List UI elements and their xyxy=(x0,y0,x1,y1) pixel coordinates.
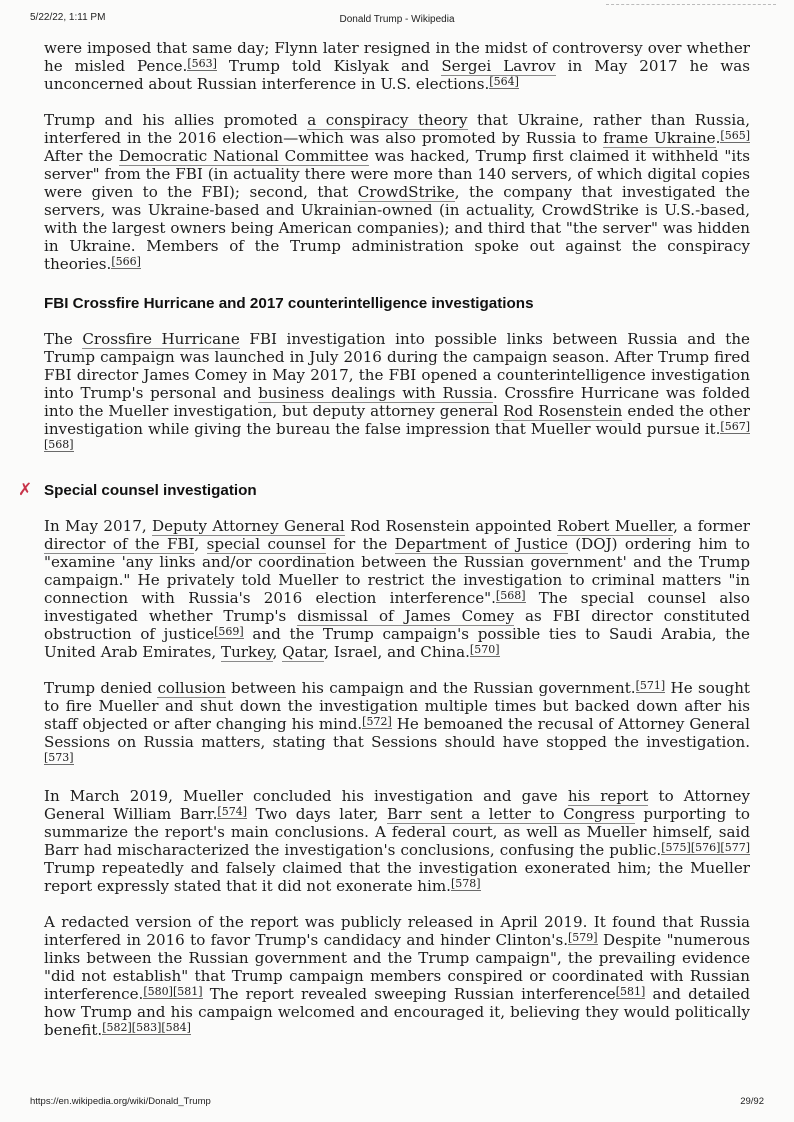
link-crowdstrike[interactable]: CrowdStrike xyxy=(357,183,455,201)
pen-annotation-mark: ✗ xyxy=(18,480,33,500)
paragraph-redacted-report: A redacted version of the report was publicly released in April 2019. It found that Russia interfered in 2016 to favor Trump's candidacy and hinder Clinton's.[579] Despite "numerous links between the Russian government and the Trump campaign", the prevailing evidence "did not establish" that Trump campaign members conspired or coordinated with Russian interference.[580][581] The report revealed sweeping Russian interference[581] and detailed how Trump and his campaign welcomed and encouraged it, believing they would politically benefit.[582][583][584] xyxy=(44,913,750,1039)
print-footer xyxy=(30,1096,764,1110)
link-rod-rosenstein[interactable]: Rod Rosenstein xyxy=(503,402,623,420)
heading-special-counsel: ✗ Special counsel investigation xyxy=(18,480,257,500)
paragraph-flynn: were imposed that same day; Flynn later resigned in the midst of controversy over whether he misled Pence.[563] Trump told Kislyak and Sergei Lavrov in May 2017 he was unconcerned about Russian interference in U.S. elections.[564] xyxy=(44,39,750,93)
citation: [575][576][577] xyxy=(661,841,750,854)
article-content xyxy=(18,39,751,1057)
print-page-title: Donald Trump - Wikipedia xyxy=(339,14,455,25)
link-conspiracy-theory[interactable]: a conspiracy theory xyxy=(307,111,468,129)
citation: [564] xyxy=(489,75,519,88)
link-collusion[interactable]: collusion xyxy=(157,679,226,697)
citation: [571] xyxy=(635,679,666,692)
paragraph-collusion: Trump denied collusion between his campaign and the Russian government.[571] He sought to fire Mueller and shut down the investigation multiple times but backed down after his staff objected or after changing his mind.[572] He bemoaned the recusal of Attorney General Sessions on Russia matters, stating that Sessions should have stopped the investigation.[573] xyxy=(44,679,751,764)
link-crossfire-hurricane[interactable]: Crossfire Hurricane xyxy=(82,330,240,348)
citation: [580][581] xyxy=(143,985,203,998)
page-number: 29/92 xyxy=(740,1096,764,1107)
top-dashed-rule xyxy=(606,4,776,5)
link-his-report[interactable]: his report xyxy=(567,787,649,805)
citation: [567][568] xyxy=(44,420,750,451)
citation: [574] xyxy=(217,805,247,818)
link-business-dealings[interactable]: business dealings with Russia xyxy=(258,384,493,402)
citation: [570] xyxy=(469,643,500,656)
print-url: https://en.wikipedia.org/wiki/Donald_Trump xyxy=(30,1096,211,1107)
link-robert-mueller[interactable]: Robert Mueller xyxy=(557,517,674,535)
citation: [565] xyxy=(720,129,750,142)
link-barr-letter[interactable]: Barr sent a letter to Congress xyxy=(387,805,635,823)
citation: [578] xyxy=(450,877,481,890)
print-date: 5/22/22, 1:11 PM xyxy=(30,12,106,23)
citation: [572] xyxy=(362,715,392,728)
citation: [568] xyxy=(495,589,526,602)
link-frame-ukraine[interactable]: frame Ukraine xyxy=(603,129,716,147)
link-director-fbi[interactable]: director of the FBI xyxy=(44,535,195,553)
citation: [579] xyxy=(568,931,598,944)
paragraph-crossfire: The Crossfire Hurricane FBI investigation into possible links between Russia and the Trump campaign was launched in July 2016 during the campaign season. After Trump fired FBI director James Comey in May 2017, the FBI opened a counterintelligence investigation into Trump's personal and business dealings with Russia. Crossfire Hurricane was folded into the Mueller investigation, but deputy attorney general Rod Rosenstein ended the other investigation while giving the bureau the false impression that Mueller would pursue it.[567][568] xyxy=(44,330,751,451)
citation: [573] xyxy=(44,751,74,764)
link-dismissal-james-comey[interactable]: dismissal of James Comey xyxy=(297,607,515,625)
link-department-of-justice[interactable]: Department of Justice xyxy=(394,535,568,553)
citation: [582][583][584] xyxy=(102,1021,191,1034)
link-deputy-attorney-general[interactable]: Deputy Attorney General xyxy=(152,517,345,535)
link-special-counsel[interactable]: special counsel xyxy=(206,535,326,553)
citation: [566] xyxy=(111,255,141,268)
link-qatar[interactable]: Qatar xyxy=(282,643,325,661)
link-turkey[interactable]: Turkey xyxy=(221,643,273,661)
paragraph-mueller-report: In March 2019, Mueller concluded his investigation and gave his report to Attorney General William Barr.[574] Two days later, Barr sent a letter to Congress purporting to summarize the report's main conclusions. A federal court, as well as Mueller himself, said Barr had mischaracterized the investigation's conclusions, confusing the public.[575][576][577] Trump repeatedly and falsely claimed that the investigation exonerated him; the Mueller report expressly stated that it did not exonerate him.[578] xyxy=(44,787,751,895)
link-sergei-lavrov[interactable]: Sergei Lavrov xyxy=(441,57,556,75)
citation: [569] xyxy=(214,625,244,638)
citation: [563] xyxy=(187,57,217,70)
paragraph-special-counsel: In May 2017, Deputy Attorney General Rod Rosenstein appointed Robert Mueller, a former director of the FBI, special counsel for the Department of Justice (DOJ) ordering him to "examine 'any links and/or coordination between the Russian government' and the Trump campaign." He privately told Mueller to restrict the investigation to criminal matters "in connection with Russia's 2016 election interference".[568] The special counsel also investigated whether Trump's dismissal of James Comey as FBI director constituted obstruction of justice[569] and the Trump campaign's possible ties to Saudi Arabia, the United Arab Emirates, Turkey, Qatar, Israel, and China.[570] xyxy=(44,517,750,661)
paragraph-ukraine-conspiracy: Trump and his allies promoted a conspiracy theory that Ukraine, rather than Russia, interfered in the 2016 election—which was also promoted by Russia to frame Ukraine.[565] After the Democratic National Committee was hacked, Trump first claimed it withheld "its server" from the FBI (in actuality there were more than 140 servers, of which digital copies were given to the FBI); second, that CrowdStrike, the company that investigated the servers, was Ukraine-based and Ukrainian-owned (in actuality, CrowdStrike is U.S.-based, with the largest owners being American companies); and third that "the server" was hidden in Ukraine. Members of the Trump administration spoke out against the conspiracy theories.[566] xyxy=(44,111,750,273)
heading-crossfire-hurricane: FBI Crossfire Hurricane and 2017 counterintelligence investigations xyxy=(44,295,534,312)
link-dnc[interactable]: Democratic National Committee xyxy=(118,147,369,165)
citation: [581] xyxy=(615,985,646,998)
print-header xyxy=(30,12,764,26)
